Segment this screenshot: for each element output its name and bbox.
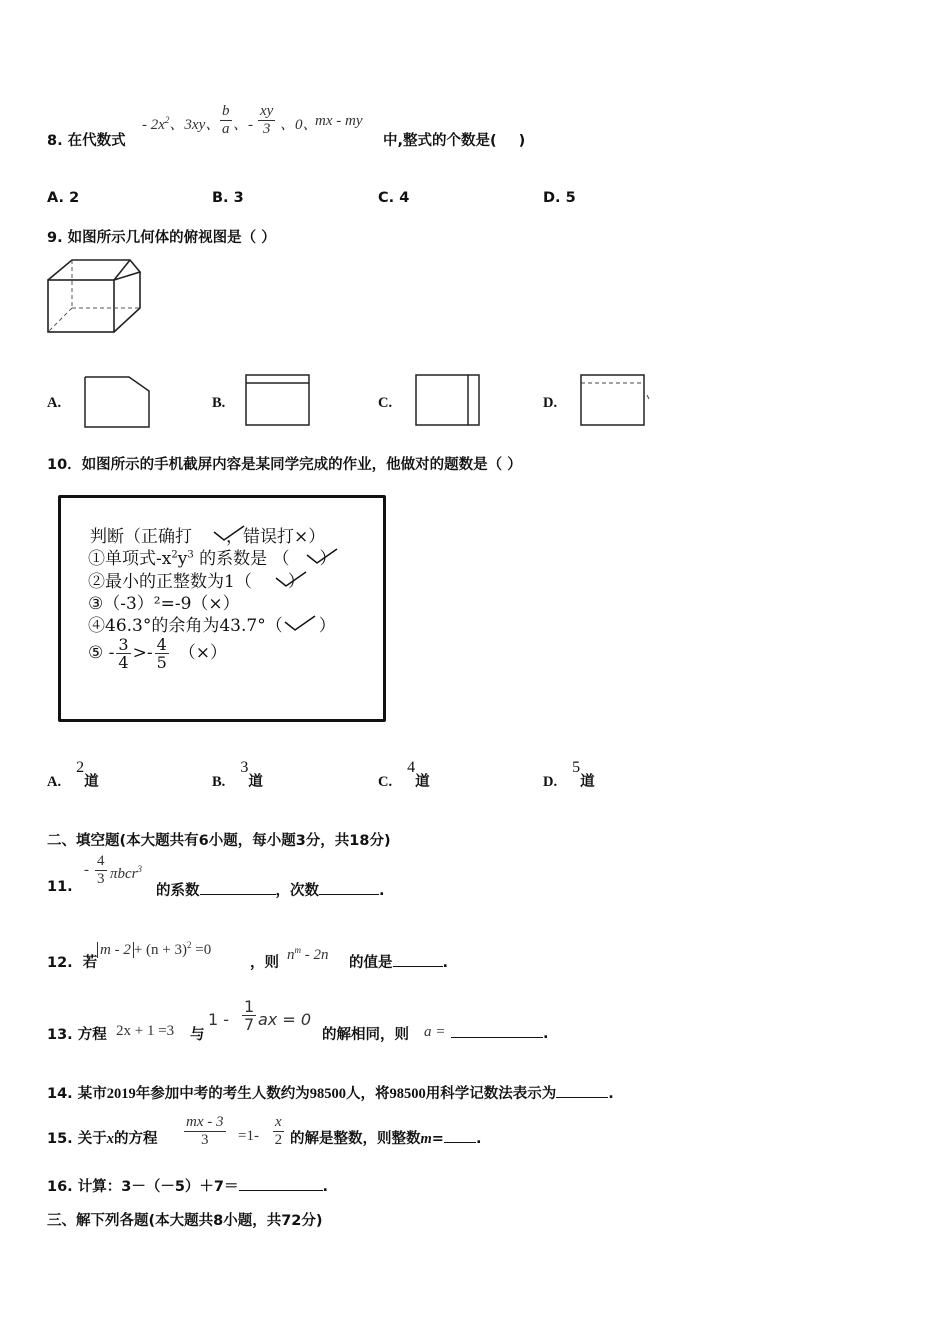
q9-option-c[interactable]: C. [378,395,393,411]
q15-fraction-2: $\frac{x}{2}$ [274,1114,283,1148]
q16-blank[interactable] [239,1176,323,1191]
q9-option-a-figure[interactable] [83,375,151,429]
check-icon [274,570,308,588]
q9-text: 如图所示几何体的俯视图是（ ） [67,230,276,246]
q8-option-c[interactable]: C. 4 [378,190,410,206]
check-icon [283,614,317,632]
q11-blank-2[interactable] [319,880,379,895]
q13-equation-2-b: ax = 0 [258,1010,312,1029]
q10-text: 如图所示的手机截屏内容是某同学完成的作业，他做对的题数是（ ） [81,457,522,473]
q8-expr-3: 、0、 [280,117,318,133]
q15-middle: =1- [238,1128,259,1144]
q8-prefix: 在代数式 [67,133,126,149]
screenshot-line-3: ②最小的正整数为1（ ） [88,572,305,592]
q12-expression: $m - 2 + (n + 3)^2 =0$ [97,940,211,959]
screenshot-line-6: ⑤ - $\frac{3}{4}$ >- $\frac{4}{5}$ （×） [88,635,228,672]
q15-fraction-1: $\frac{mx - 3}{3}$ [186,1114,224,1148]
q11-blank-1[interactable] [200,880,276,895]
q8-expr-4: mx - my [315,113,363,129]
q12-expression-2: $n^m - 2n$ [287,945,329,963]
q10-option-d[interactable]: D. 5道 [543,759,595,790]
q8-option-a[interactable]: A. 2 [47,190,80,206]
section-2-heading: 二、填空题(本大题共有6小题，每小题3分，共18分) [47,833,391,849]
q13-line: 13. 方程 [47,1027,107,1043]
q13-blank[interactable] [451,1023,543,1038]
q16-line: 16. 计算：3－（－5）＋7＝ . [47,1175,328,1196]
q15-line: 15. 关于x的方程 [47,1131,158,1147]
q9-line [47,226,276,247]
q10-number: 10． [47,457,82,473]
q9-option-d[interactable]: D. [543,395,558,411]
q10-line [47,453,522,474]
q9-option-c-figure[interactable] [414,373,482,427]
q9-option-a[interactable]: A. [47,395,62,411]
q11-fraction: $\frac{4}{3}$ [97,853,105,887]
screenshot-line-5: ④46.3°的余角为43.7°（ ） [88,616,336,636]
q8-suffix: 中,整式的个数是( ) [383,133,526,149]
q8-option-b[interactable]: B. 3 [212,190,244,206]
q9-option-b[interactable]: B. [212,395,226,411]
q14-line: 14. 某市2019年参加中考的考生人数约为98500人，将98500用科学记数法表示为 . [47,1082,614,1103]
q15-blank[interactable] [444,1128,476,1143]
q11-neg: - [84,862,89,878]
q11-expression: πbcr$^3$ [110,864,143,882]
q9-solid-figure [44,256,144,336]
q8-expr-1: - $2x^2$、3xy、 [142,115,221,133]
q10-option-a[interactable]: A. 2道 [47,759,99,790]
q9-option-d-figure[interactable] [579,373,655,427]
q8-line [47,129,126,150]
q8-expr-2: 、- [233,117,253,133]
screenshot-line-2: ①单项式$-x^2y^3$ 的系数是 （ ） [88,549,337,569]
q10-option-b[interactable]: B. 3道 [212,759,263,790]
q13-text-c: 的解相同，则 [322,1027,409,1043]
q12-blank[interactable] [393,952,443,967]
q9-option-b-figure[interactable] [244,373,312,427]
q8-option-d[interactable]: D. 5 [543,190,576,206]
q13-text-b: 与 [190,1027,205,1043]
q13-equation-2-a: 1 - [208,1010,230,1029]
q8-frac-xy-over-3: $\frac{xy}{3}$ [260,103,274,137]
q9-number: 9. [47,230,63,246]
check-icon [212,524,246,542]
q10-option-c[interactable]: C. 4道 [378,759,430,790]
q13-variable: a = [424,1024,446,1040]
q12-text-b: ，则 [250,955,279,971]
q12-line: 12. 若 [47,955,98,971]
q11-text: 的系数 ，次数 . [156,879,385,900]
q15-text-c: 的解是整数，则整数m= . [290,1127,481,1148]
q13-answer: . [451,1023,549,1042]
q8-frac-b-over-a: $\frac{b}{a}$ [222,103,230,137]
q8-number: 8. [47,133,63,149]
q13-equation-1: 2x + 1 =3 [116,1023,175,1039]
section-3-heading: 三、解下列各题(本大题共8小题，共72分) [47,1213,323,1229]
q11-number: 11. [47,879,73,895]
q12-text-c: 的值是 . [349,951,448,972]
q14-blank[interactable] [556,1083,608,1098]
screenshot-line-4: ③（-3）²=-9（×） [88,594,240,614]
q13-fraction: $\frac{1}{7}$ [244,997,255,1034]
screenshot-line-1: 判断（正确打 ，错误打×） [90,527,326,547]
check-icon [305,547,339,565]
